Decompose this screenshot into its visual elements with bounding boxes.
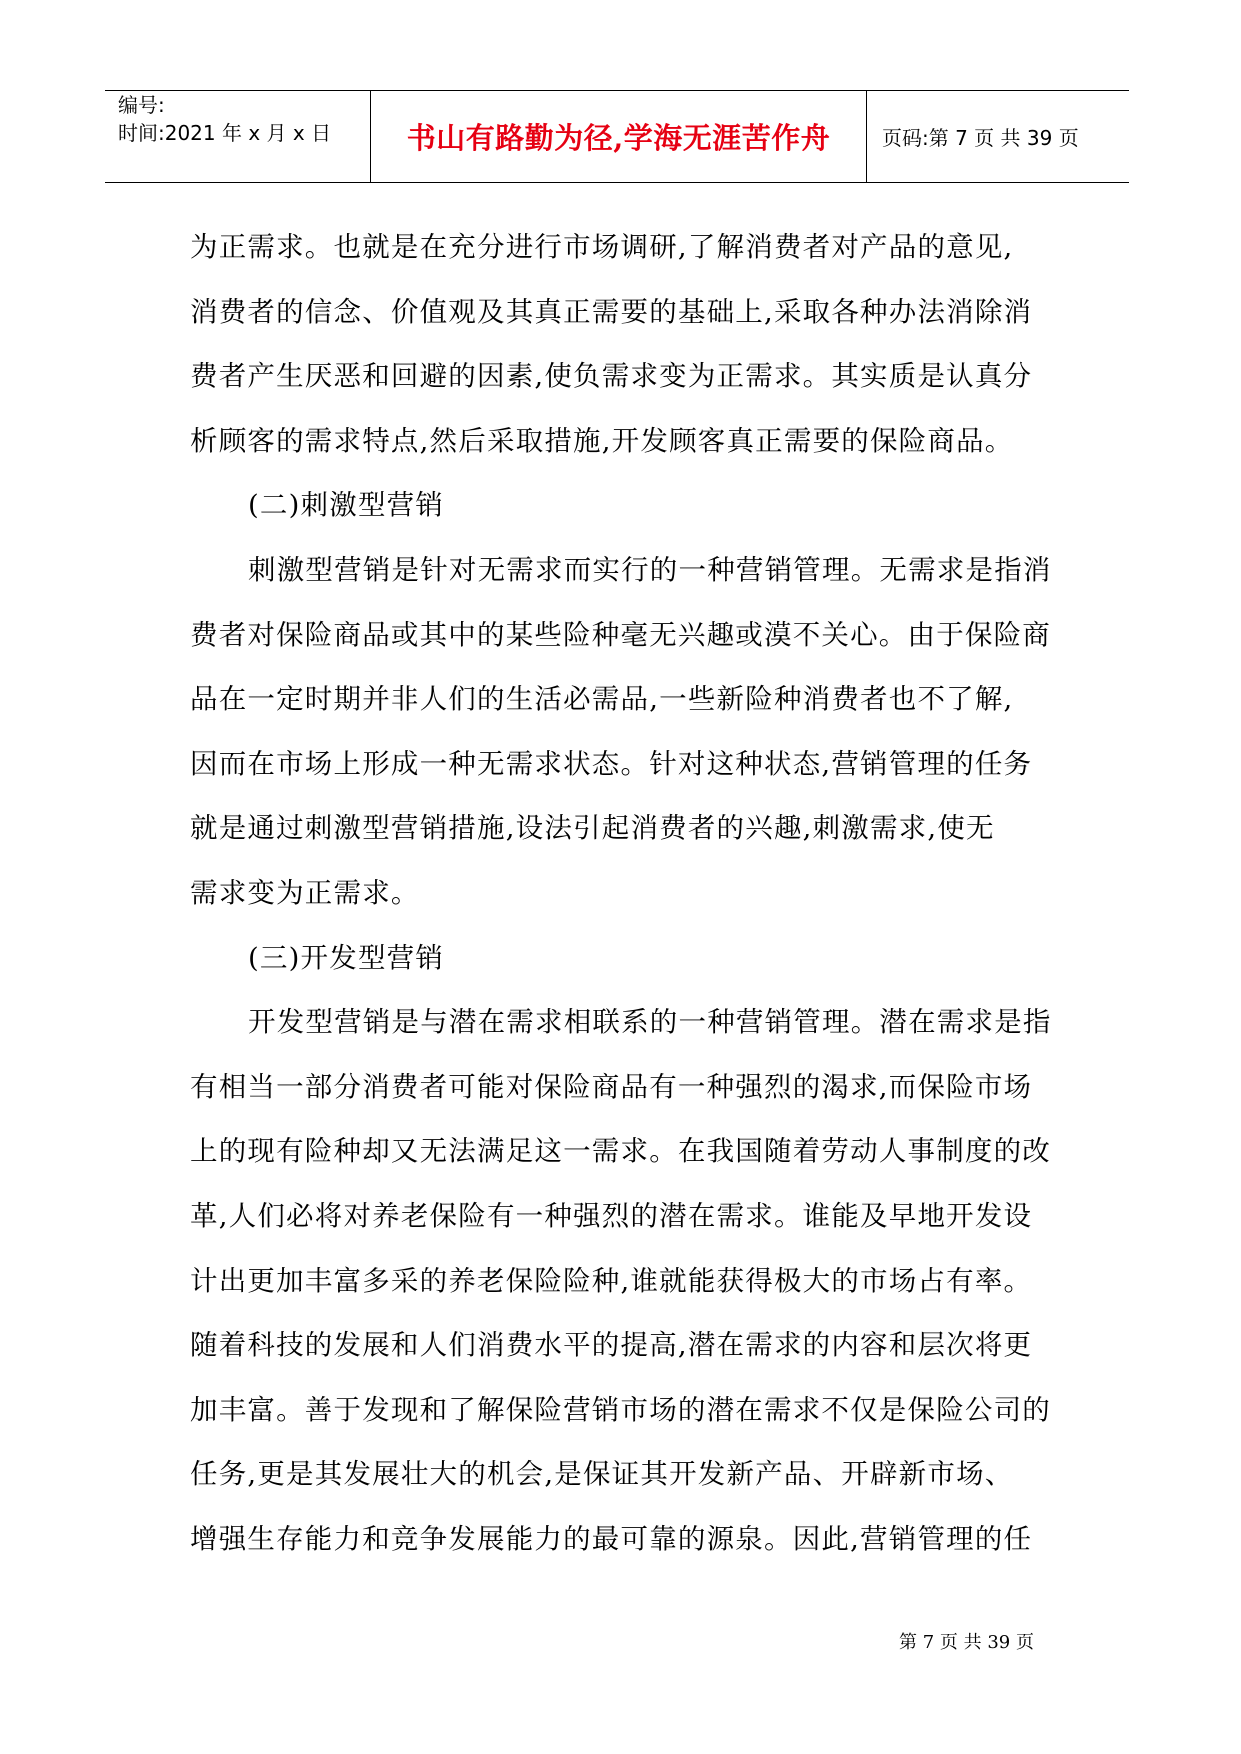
header-motto: 书山有路勤为径,学海无涯苦作舟 (406, 121, 831, 155)
page-header (105, 90, 1129, 183)
body-line: 革,人们必将对养老保险有一种强烈的潜在需求。谁能及早地开发设 (190, 1199, 1033, 1232)
body-line: 费者产生厌恶和回避的因素,使负需求变为正需求。其实质是认真分 (190, 360, 1033, 393)
body-line: 刺激型营销是针对无需求而实行的一种营销管理。无需求是指消 (248, 553, 1052, 586)
body-line: 因而在市场上形成一种无需求状态。针对这种状态,营销管理的任务 (190, 747, 1033, 780)
body-line: 开发型营销是与潜在需求相联系的一种营销管理。潜在需求是指 (248, 1006, 1052, 1039)
section-heading-2: (二)刺激型营销 (248, 489, 445, 522)
body-line: 就是通过刺激型营销措施,设法引起消费者的兴趣,刺激需求,使无 (190, 812, 995, 845)
section-heading-3: (三)开发型营销 (248, 941, 445, 974)
body-line: 加丰富。善于发现和了解保险营销市场的潜在需求不仅是保险公司的 (190, 1393, 1051, 1426)
document-number-label: 编号: (118, 93, 165, 117)
body-line: 消费者的信念、价值观及其真正需要的基础上,采取各种办法消除消 (190, 295, 1033, 328)
body-line: 计出更加丰富多采的养老保险险种,谁就能获得极大的市场占有率。 (190, 1264, 1033, 1297)
header-meta-cell (105, 91, 370, 182)
page-footer: 第 7 页 共 39 页 (899, 1632, 1034, 1653)
body-line: 有相当一部分消费者可能对保险商品有一种强烈的渴求,而保险市场 (190, 1070, 1033, 1103)
body-line: 品在一定时期并非人们的生活必需品,一些新险种消费者也不了解, (190, 683, 1014, 716)
header-motto-cell (370, 91, 867, 182)
body-line: 上的现有险种却又无法满足这一需求。在我国随着劳动人事制度的改 (190, 1135, 1051, 1168)
document-time-label: 时间:2021 年 x 月 x 日 (118, 121, 332, 145)
body-line: 增强生存能力和竞争发展能力的最可靠的源泉。因此,营销管理的任 (190, 1522, 1033, 1555)
body-line: 任务,更是其发展壮大的机会,是保证其开发新产品、开辟新市场、 (190, 1458, 1014, 1491)
body-line: 析顾客的需求特点,然后采取措施,开发顾客真正需要的保险商品。 (190, 424, 1014, 457)
body-line: 随着科技的发展和人们消费水平的提高,潜在需求的内容和层次将更 (190, 1329, 1033, 1362)
body-line: 费者对保险商品或其中的某些险种毫无兴趣或漠不关心。由于保险商 (190, 618, 1051, 651)
body-line: 需求变为正需求。 (190, 876, 420, 909)
document-body (190, 215, 1060, 1571)
header-page-code: 页码:第 7 页 共 39 页 (882, 126, 1079, 150)
header-page-cell (867, 91, 1129, 182)
body-line: 为正需求。也就是在充分进行市场调研,了解消费者对产品的意见, (190, 231, 1014, 263)
